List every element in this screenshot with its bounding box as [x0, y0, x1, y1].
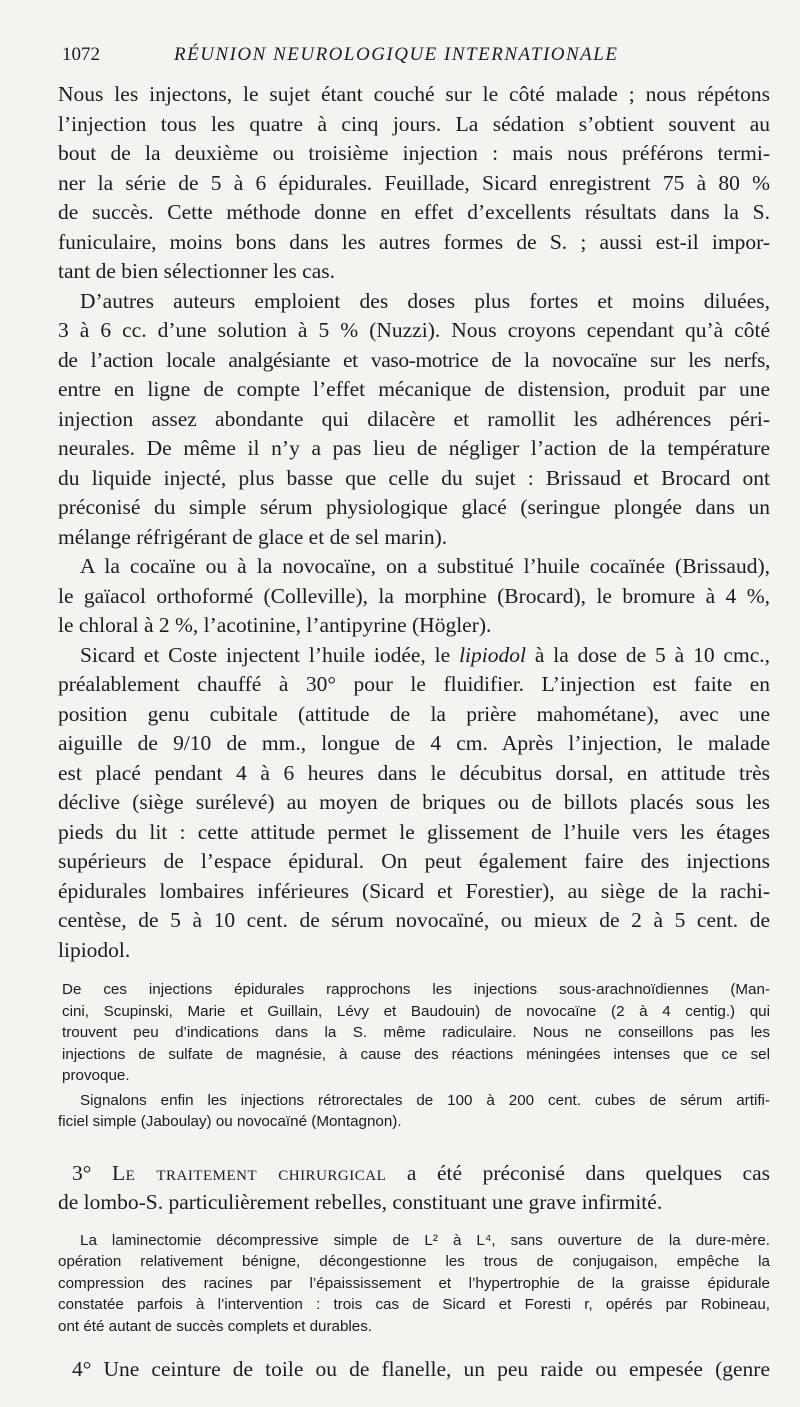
text-line: D’autres auteurs emploient des doses plus fortes et moins diluées, [80, 288, 770, 313]
text-line: tant de bien sélectionner les cas. [58, 259, 336, 283]
text-line: préalablement chauffé à 30° pour le fluidifier. L’injection est faite en [58, 672, 770, 696]
text-line: bout de la deuxième ou troisième injection : mais nous préférons termi- [58, 141, 770, 165]
page-header [62, 44, 762, 74]
text-line: funiculaire, moins bons dans les autres formes de S. ; aussi est-il impor- [58, 229, 770, 254]
text-line [58, 1159, 770, 1189]
text-line: déclive (siège surélevé) au moyen de briques ou de billots placés sous les [58, 790, 770, 814]
section-title: Le traitement chirurgical [111, 1160, 387, 1185]
text-line: le chloral à 2 %, l’acotinine, l’antipyrine (Högler). [58, 613, 492, 637]
text-line: aiguille de 9/10 de mm., longue de 4 cm. Après l’injection, le malade [58, 731, 770, 755]
paragraph-continued [58, 316, 770, 552]
note-line: provoque. [62, 1067, 130, 1084]
text-line: neurales. De même il n’y a pas lieu de négliger l’action de la température [58, 436, 770, 460]
text-line: est placé pendant 4 à 6 heures dans le décubitus dorsal, en attitude très [58, 760, 770, 785]
text-line: le gaïacol orthoformé (Colleville), la morphine (Brocard), le bromure à 4 %, [58, 583, 770, 608]
note-line: ont été autant de succès complets et durables. [58, 1317, 373, 1335]
text-line: supérieurs de l’espace épidural. On peut également faire des injections [58, 849, 770, 873]
note-line: De ces injections épidurales rapprochons les injections sous-arachnoïdiennes (Man- [62, 981, 770, 998]
paragraph-continued [58, 582, 770, 641]
text-line: l’injection tous les quatre à cinq jours. La sédation s’obtient souvent au [58, 111, 770, 136]
text-line: ner la série de 5 à 6 épidurales. Feuillade, Sicard enregistrent 75 à 80 % [58, 170, 770, 195]
text-line: épidurales lombaires inférieures (Sicard et Forestier), au siège de la rachi- [58, 878, 770, 903]
note-paragraph [58, 979, 770, 1087]
text-line: 4° Une ceinture de toile ou de flanelle, un peu raide ou empesée (genre [72, 1357, 770, 1381]
body-text [58, 80, 770, 1385]
note-line: constatée parfois à l’intervention : trois cas de Sicard et Foresti r, opérés par Robineau, [58, 1296, 770, 1313]
text-line: de l’action locale analgésiante et vaso-motrice de la novocaïne sur les nerfs, [58, 347, 770, 372]
text-line: Nous les injectons, le sujet étant couché sur le côté malade ; nous répétons [58, 82, 770, 106]
paragraph [58, 641, 770, 671]
running-head: RÉUNION NEUROLOGIQUE INTERNATIONALE [174, 44, 619, 65]
paragraph-continued [58, 670, 770, 965]
note-line: La laminectomie décompressive simple de L² à L⁴, sans ouverture de la dure-mère. [80, 1231, 770, 1249]
text-line: 3 à 6 cc. d’une solution à 5 % (Nuzzi). Nous croyons cependant qu’à côté [58, 318, 770, 342]
note-line: injections de sulfate de magnésie, à cause des réactions méningées intenses que ce sel [62, 1045, 770, 1063]
text-line: centèse, de 5 à 10 cent. de sérum novocaïné, ou mieux de 2 à 5 cent. de [58, 908, 770, 932]
paragraph [58, 80, 770, 287]
paragraph [58, 287, 770, 317]
text-line: injection assez abondante qui dilacère et ramollit les adhérences péri- [58, 406, 770, 431]
text-line: du liquide injecté, plus basse que celle du sujet : Brissaud et Brocard ont [58, 465, 770, 490]
note-paragraph [58, 1230, 770, 1338]
italic-term: lipiodol [459, 642, 526, 667]
note-paragraph [58, 1090, 770, 1133]
text-line: préconisé du simple sérum physiologique glacé (seringue plongée dans un [58, 495, 770, 519]
section-text: a été préconisé dans quelques cas [406, 1160, 771, 1185]
text-line: mélange réfrigérant de glace et de sel marin). [58, 524, 448, 549]
note-line: Signalons enfin les injections rétrorectales de 100 à 200 cent. cubes de sérum artifi- [80, 1091, 770, 1109]
note-line: ficiel simple (Jaboulay) ou novocaïné (Montagnon). [58, 1113, 402, 1130]
text-line: lipiodol. [58, 937, 131, 962]
section-heading-4 [58, 1355, 770, 1385]
section-heading-3 [58, 1159, 770, 1218]
note-line: cini, Scupinski, Marie et Guillain, Lévy et Baudouin) de novocaïne (2 à 4 centig.) qui [62, 1002, 770, 1020]
paragraph [58, 552, 770, 582]
section-number: 3° [72, 1160, 92, 1185]
text-line: pieds du lit : cette attitude permet le glissement de l’huile vers les étages [58, 819, 770, 844]
note-line: opération relativement bénigne, décongestionne les trous de conjugaison, empêche la [58, 1253, 770, 1270]
text-line: de lombo-S. particulièrement rebelles, constituant une grave infirmité. [58, 1190, 663, 1214]
text-line: Sicard et Coste injectent l’huile iodée, le lipiodol à la dose de 5 à 10 cmc., [80, 642, 770, 667]
note-line: trouvent peu d’indications dans la S. même radiculaire. Nous ne conseillons pas les [62, 1024, 770, 1041]
text-line: de succès. Cette méthode donne en effet d’excellents résultats dans la S. [58, 200, 770, 224]
page-number: 1072 [62, 44, 100, 65]
text-line: position genu cubitale (attitude de la prière mahométane), avec une [58, 701, 770, 726]
note-line: compression des racines par l’épaississement et l’hypertrophie de la graisse épidurale [58, 1274, 770, 1292]
text-line: entre en ligne de compte l’effet mécanique de distension, produit par une [58, 377, 770, 401]
text-line: A la cocaïne ou à la novocaïne, on a substitué l’huile cocaïnée (Brissaud), [80, 554, 770, 578]
